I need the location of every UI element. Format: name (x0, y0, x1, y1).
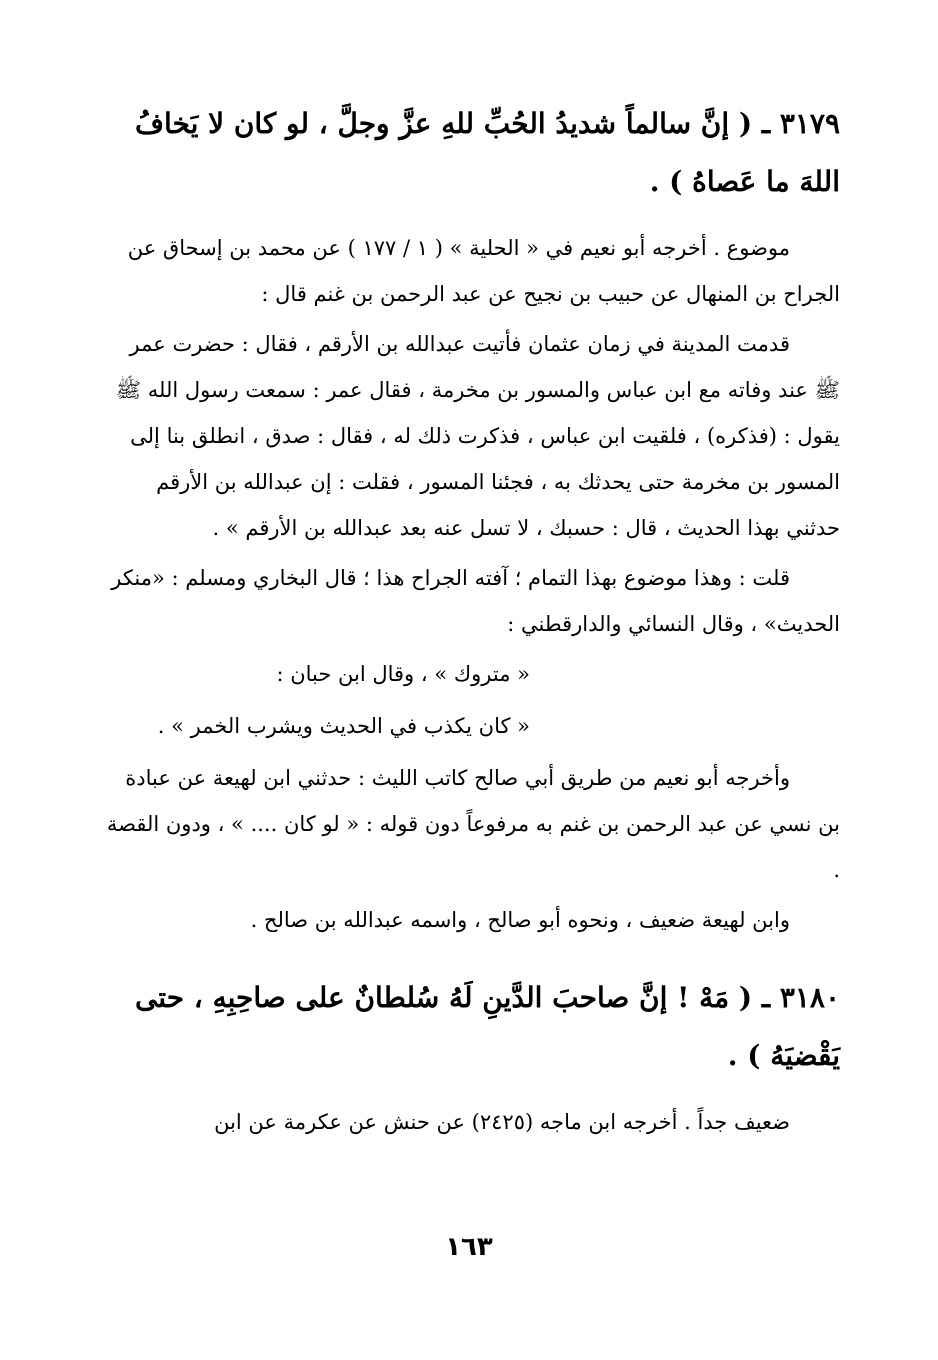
hadith-3180-heading: ٣١٨٠ ـ ( مَهْ ! إنَّ صاحبَ الدَّينِ لَهُ سُلطانٌ على صاحِبِهِ ، حتى يَقْضيَهُ ) . (134, 981, 840, 1072)
hadith-3179-quote-ibn-hibban: « كان يكذب في الحديث ويشرب الخمر » . (157, 714, 530, 738)
hadith-3179-conclusion: وابن لهيعة ضعيف ، ونحوه أبو صالح ، واسمه عبدالله بن صالح . (250, 908, 790, 932)
hadith-3179-commentary: قلت : وهذا موضوع بهذا التمام ؛ آفته الجراح هذا ؛ قال البخاري ومسلم : «منكر الحديث» ، وقال النسائي والدارقطني : (111, 566, 840, 636)
hadith-3179-quote-matruk: « متروك » ، وقال ابن حبان : (276, 662, 530, 686)
hadith-3180-takhrij: ضعيف جداً . أخرجه ابن ماجه (٢٤٢٥) عن حنش عن عكرمة عن ابن (214, 1110, 790, 1134)
hadith-3179-story: قدمت المدينة في زمان عثمان فأتيت عبدالله بن الأرقم ، فقال : حضرت عمر ﷺ عند وفاته مع ابن عباس والمسور بن مخرمة ، فقال عمر : سمعت رسول الله ﷺ يقول : (فذكره) ، فلقيت ابن عباس ، فذكرت ذلك له ، فقال : صدق ، انطلق بنا إلى المسور بن مخرمة حتى يحدثك به ، فجئنا المسور ، فقلت : إن عبدالله بن الأرقم حدثني بهذا الحديث ، قال : حسبك ، لا تسل عنه بعد عبدالله بن الأرقم » . (115, 332, 840, 540)
page-number: ١٦٣ (445, 1232, 493, 1262)
hadith-3179-second-route: وأخرجه أبو نعيم من طريق أبي صالح كاتب الليث : حدثني ابن لهيعة عن عبادة بن نسي عن عبد الرحمن بن غنم به مرفوعاً دون قوله : « لو كان .... » ، ودون القصة . (106, 766, 840, 882)
hadith-3179-heading: ٣١٧٩ ـ ( إنَّ سالماً شديدُ الحُبِّ للهِ عزَّ وجلَّ ، لو كان لا يَخافُ اللهَ ما عَصاهُ ) . (134, 107, 840, 198)
page-body (100, 95, 840, 1149)
hadith-3179-takhrij: موضوع . أخرجه أبو نعيم في « الحلية » ( ١ / ١٧٧ ) عن محمد بن إسحاق عن الجراح بن المنهال عن حبيب بن نجيح عن عبد الرحمن بن غنم قال : (127, 236, 840, 306)
